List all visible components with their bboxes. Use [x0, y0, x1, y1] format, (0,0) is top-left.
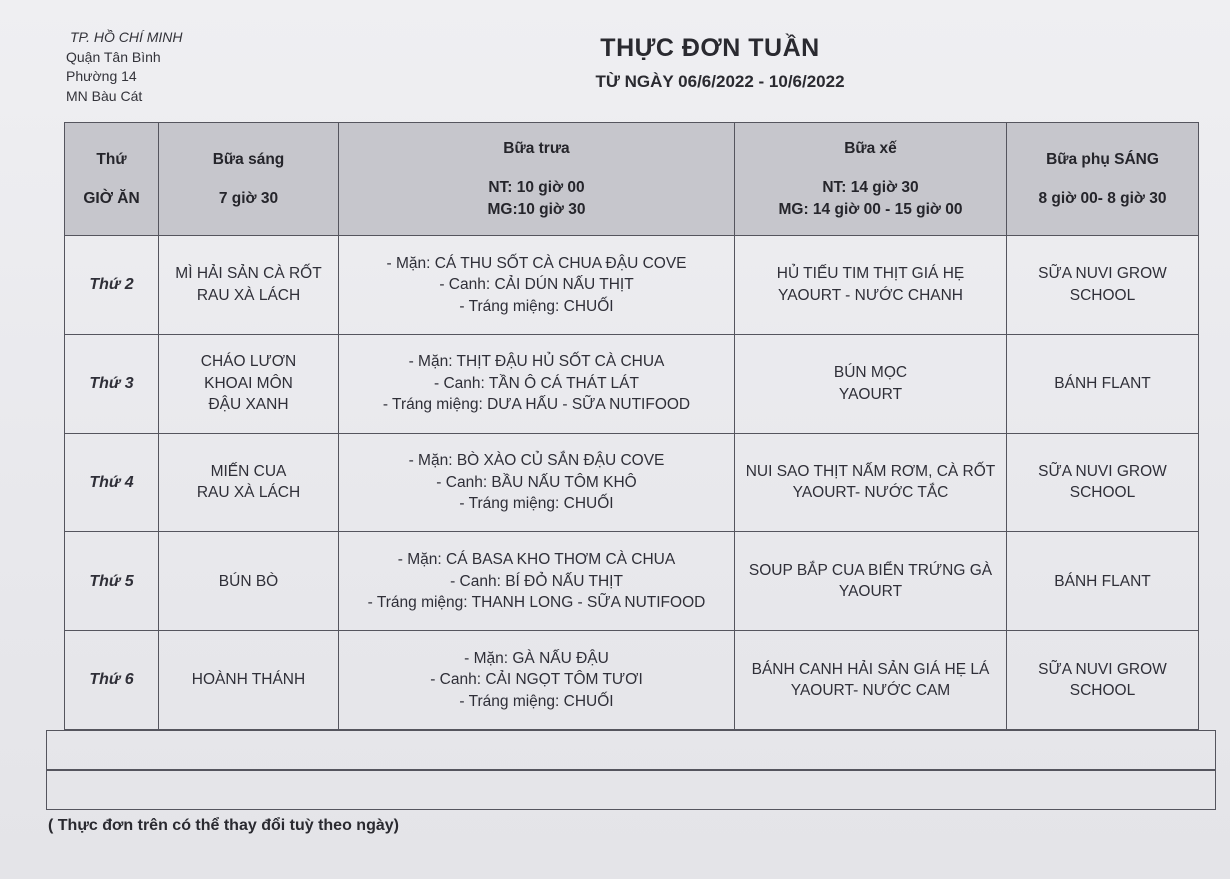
city-label: TP. HỒ CHÍ MINH — [70, 29, 183, 45]
header-day-top: Thứ — [96, 150, 127, 168]
snack-cell — [1007, 532, 1199, 631]
empty-row — [46, 770, 1216, 810]
menu-line: - Canh: CẢI DÚN NẤU THỊT — [439, 276, 634, 294]
menu-line: HOÀNH THÁNH — [191, 671, 306, 689]
empty-row — [46, 730, 1216, 770]
table-row — [65, 334, 1199, 433]
menu-line: HỦ TIẾU TIM THỊT GIÁ HẸ — [776, 265, 965, 283]
header-breakfast-top: Bữa sáng — [212, 150, 285, 168]
menu-line: - Mặn: CÁ BASA KHO THƠM CÀ CHUA — [397, 551, 676, 569]
menu-line: - Mặn: CÁ THU SỐT CÀ CHUA ĐẬU COVE — [386, 254, 687, 272]
menu-line: RAU XÀ LÁCH — [196, 286, 301, 304]
menu-line: - Tráng miệng: CHUỐI — [459, 692, 614, 710]
snack-cell — [1007, 334, 1199, 433]
header-afternoon-top: Bữa xế — [844, 139, 897, 157]
header-breakfast — [159, 123, 339, 236]
afternoon-cell — [735, 236, 1007, 335]
menu-line: - Canh: BÍ ĐỎ NẤU THỊT — [450, 572, 623, 590]
table-row — [65, 631, 1199, 730]
page-title: THỰC ĐƠN TUẦN — [600, 34, 820, 62]
menu-line: ĐẬU XANH — [208, 396, 289, 414]
date-range: TỪ NGÀY 06/6/2022 - 10/6/2022 — [595, 72, 845, 91]
header-lunch-line1: NT: 10 giờ 00 — [488, 179, 585, 197]
table-row — [65, 532, 1199, 631]
menu-line: - Tráng miệng: THANH LONG - SỮA NUTIFOOD — [367, 594, 706, 612]
header-day — [65, 123, 159, 236]
header-lunch-top: Bữa trưa — [503, 139, 570, 157]
menu-line: BÚN MỌC — [833, 364, 908, 382]
day-cell: Thứ 2 — [65, 236, 159, 335]
menu-line: YAOURT- NƯỚC CAM — [790, 682, 951, 700]
menu-line: YAOURT — [838, 385, 903, 403]
menu-line: BÁNH FLANT — [1054, 374, 1151, 392]
header-afternoon-line2: MG: 14 giờ 00 - 15 giờ 00 — [778, 200, 963, 218]
day-cell: Thứ 6 — [65, 631, 159, 730]
menu-line: KHOAI MÔN — [204, 374, 293, 392]
snack-cell — [1007, 433, 1199, 532]
breakfast-cell — [159, 236, 339, 335]
day-cell: Thứ 3 — [65, 334, 159, 433]
header-afternoon — [735, 123, 1007, 236]
school-label: MN Bàu Cát — [66, 87, 143, 104]
menu-line: - Canh: TẦN Ô CÁ THÁT LÁT — [433, 374, 639, 392]
menu-line: SỮA NUVI GROW — [1038, 265, 1167, 283]
table-header-row — [65, 123, 1199, 236]
table-row — [65, 236, 1199, 335]
school-header — [66, 28, 183, 106]
day-cell: Thứ 5 — [65, 532, 159, 631]
afternoon-cell — [735, 631, 1007, 730]
menu-line: SOUP BẮP CUA BIỂN TRỨNG GÀ — [748, 561, 993, 579]
afternoon-cell — [735, 334, 1007, 433]
header-lunch — [339, 123, 735, 236]
menu-line: MIẾN CUA — [210, 462, 287, 480]
menu-table-frame — [46, 122, 1216, 814]
afternoon-cell — [735, 433, 1007, 532]
menu-line: YAOURT- NƯỚC TẮC — [792, 484, 949, 502]
header-snack-bottom: 8 giờ 00- 8 giờ 30 — [1038, 190, 1167, 207]
menu-line: BÁNH FLANT — [1054, 572, 1151, 590]
header-breakfast-bottom: 7 giờ 30 — [218, 190, 279, 207]
lunch-cell — [339, 631, 735, 730]
menu-line: - Tráng miệng: CHUỐI — [459, 495, 614, 513]
header-afternoon-line1: NT: 14 giờ 30 — [822, 179, 919, 197]
breakfast-cell — [159, 334, 339, 433]
lunch-cell — [339, 433, 735, 532]
lunch-cell — [339, 236, 735, 335]
menu-line: MÌ HẢI SẢN CÀ RỐT — [175, 265, 322, 283]
menu-line: RAU XÀ LÁCH — [196, 484, 301, 502]
header-snack-top: Bữa phụ SÁNG — [1046, 150, 1159, 168]
menu-line: YAOURT - NƯỚC CHANH — [778, 286, 963, 304]
ward-label: Phường 14 — [66, 68, 137, 84]
header-snack — [1007, 123, 1199, 236]
lunch-cell — [339, 532, 735, 631]
breakfast-cell — [159, 631, 339, 730]
menu-line: - Mặn: THỊT ĐẬU HỦ SỐT CÀ CHUA — [408, 353, 665, 371]
breakfast-cell — [159, 433, 339, 532]
snack-cell — [1007, 631, 1199, 730]
day-cell: Thứ 4 — [65, 433, 159, 532]
menu-line: BÚN BÒ — [218, 572, 279, 590]
lunch-cell — [339, 334, 735, 433]
table-row — [65, 433, 1199, 532]
menu-line: - Tráng miệng: CHUỐI — [459, 297, 614, 315]
menu-line: CHÁO LƯƠN — [200, 353, 297, 371]
menu-line: NUI SAO THỊT NẤM RƠM, CÀ RỐT — [745, 462, 996, 480]
header-day-bottom: GIỜ ĂN — [83, 190, 140, 207]
menu-line: - Mặn: GÀ NẤU ĐẬU — [464, 649, 609, 667]
menu-line: - Canh: CẢI NGỌT TÔM TƯƠI — [430, 671, 643, 689]
footer-note: ( Thực đơn trên có thể thay đổi tuỳ theo ngày) — [48, 817, 399, 834]
breakfast-cell — [159, 532, 339, 631]
district-label: Quận Tân Bình — [66, 48, 161, 65]
menu-line: SCHOOL — [1069, 484, 1136, 502]
menu-line: SCHOOL — [1069, 682, 1136, 700]
menu-line: SCHOOL — [1069, 286, 1136, 304]
menu-line: - Canh: BẦU NẤU TÔM KHÔ — [436, 473, 637, 491]
menu-line: SỮA NUVI GROW — [1038, 462, 1167, 480]
weekly-menu-table — [64, 122, 1199, 730]
menu-line: - Mặn: BÒ XÀO CỦ SẮN ĐẬU COVE — [408, 452, 665, 470]
header-lunch-line2: MG:10 giờ 30 — [487, 200, 586, 218]
menu-line: YAOURT — [838, 583, 903, 601]
menu-line: BÁNH CANH HẢI SẢN GIÁ HẸ LÁ — [751, 660, 990, 678]
menu-line: SỮA NUVI GROW — [1038, 660, 1167, 678]
afternoon-cell — [735, 532, 1007, 631]
menu-line: - Tráng miệng: DƯA HẤU - SỮA NUTIFOOD — [382, 396, 691, 414]
snack-cell — [1007, 236, 1199, 335]
